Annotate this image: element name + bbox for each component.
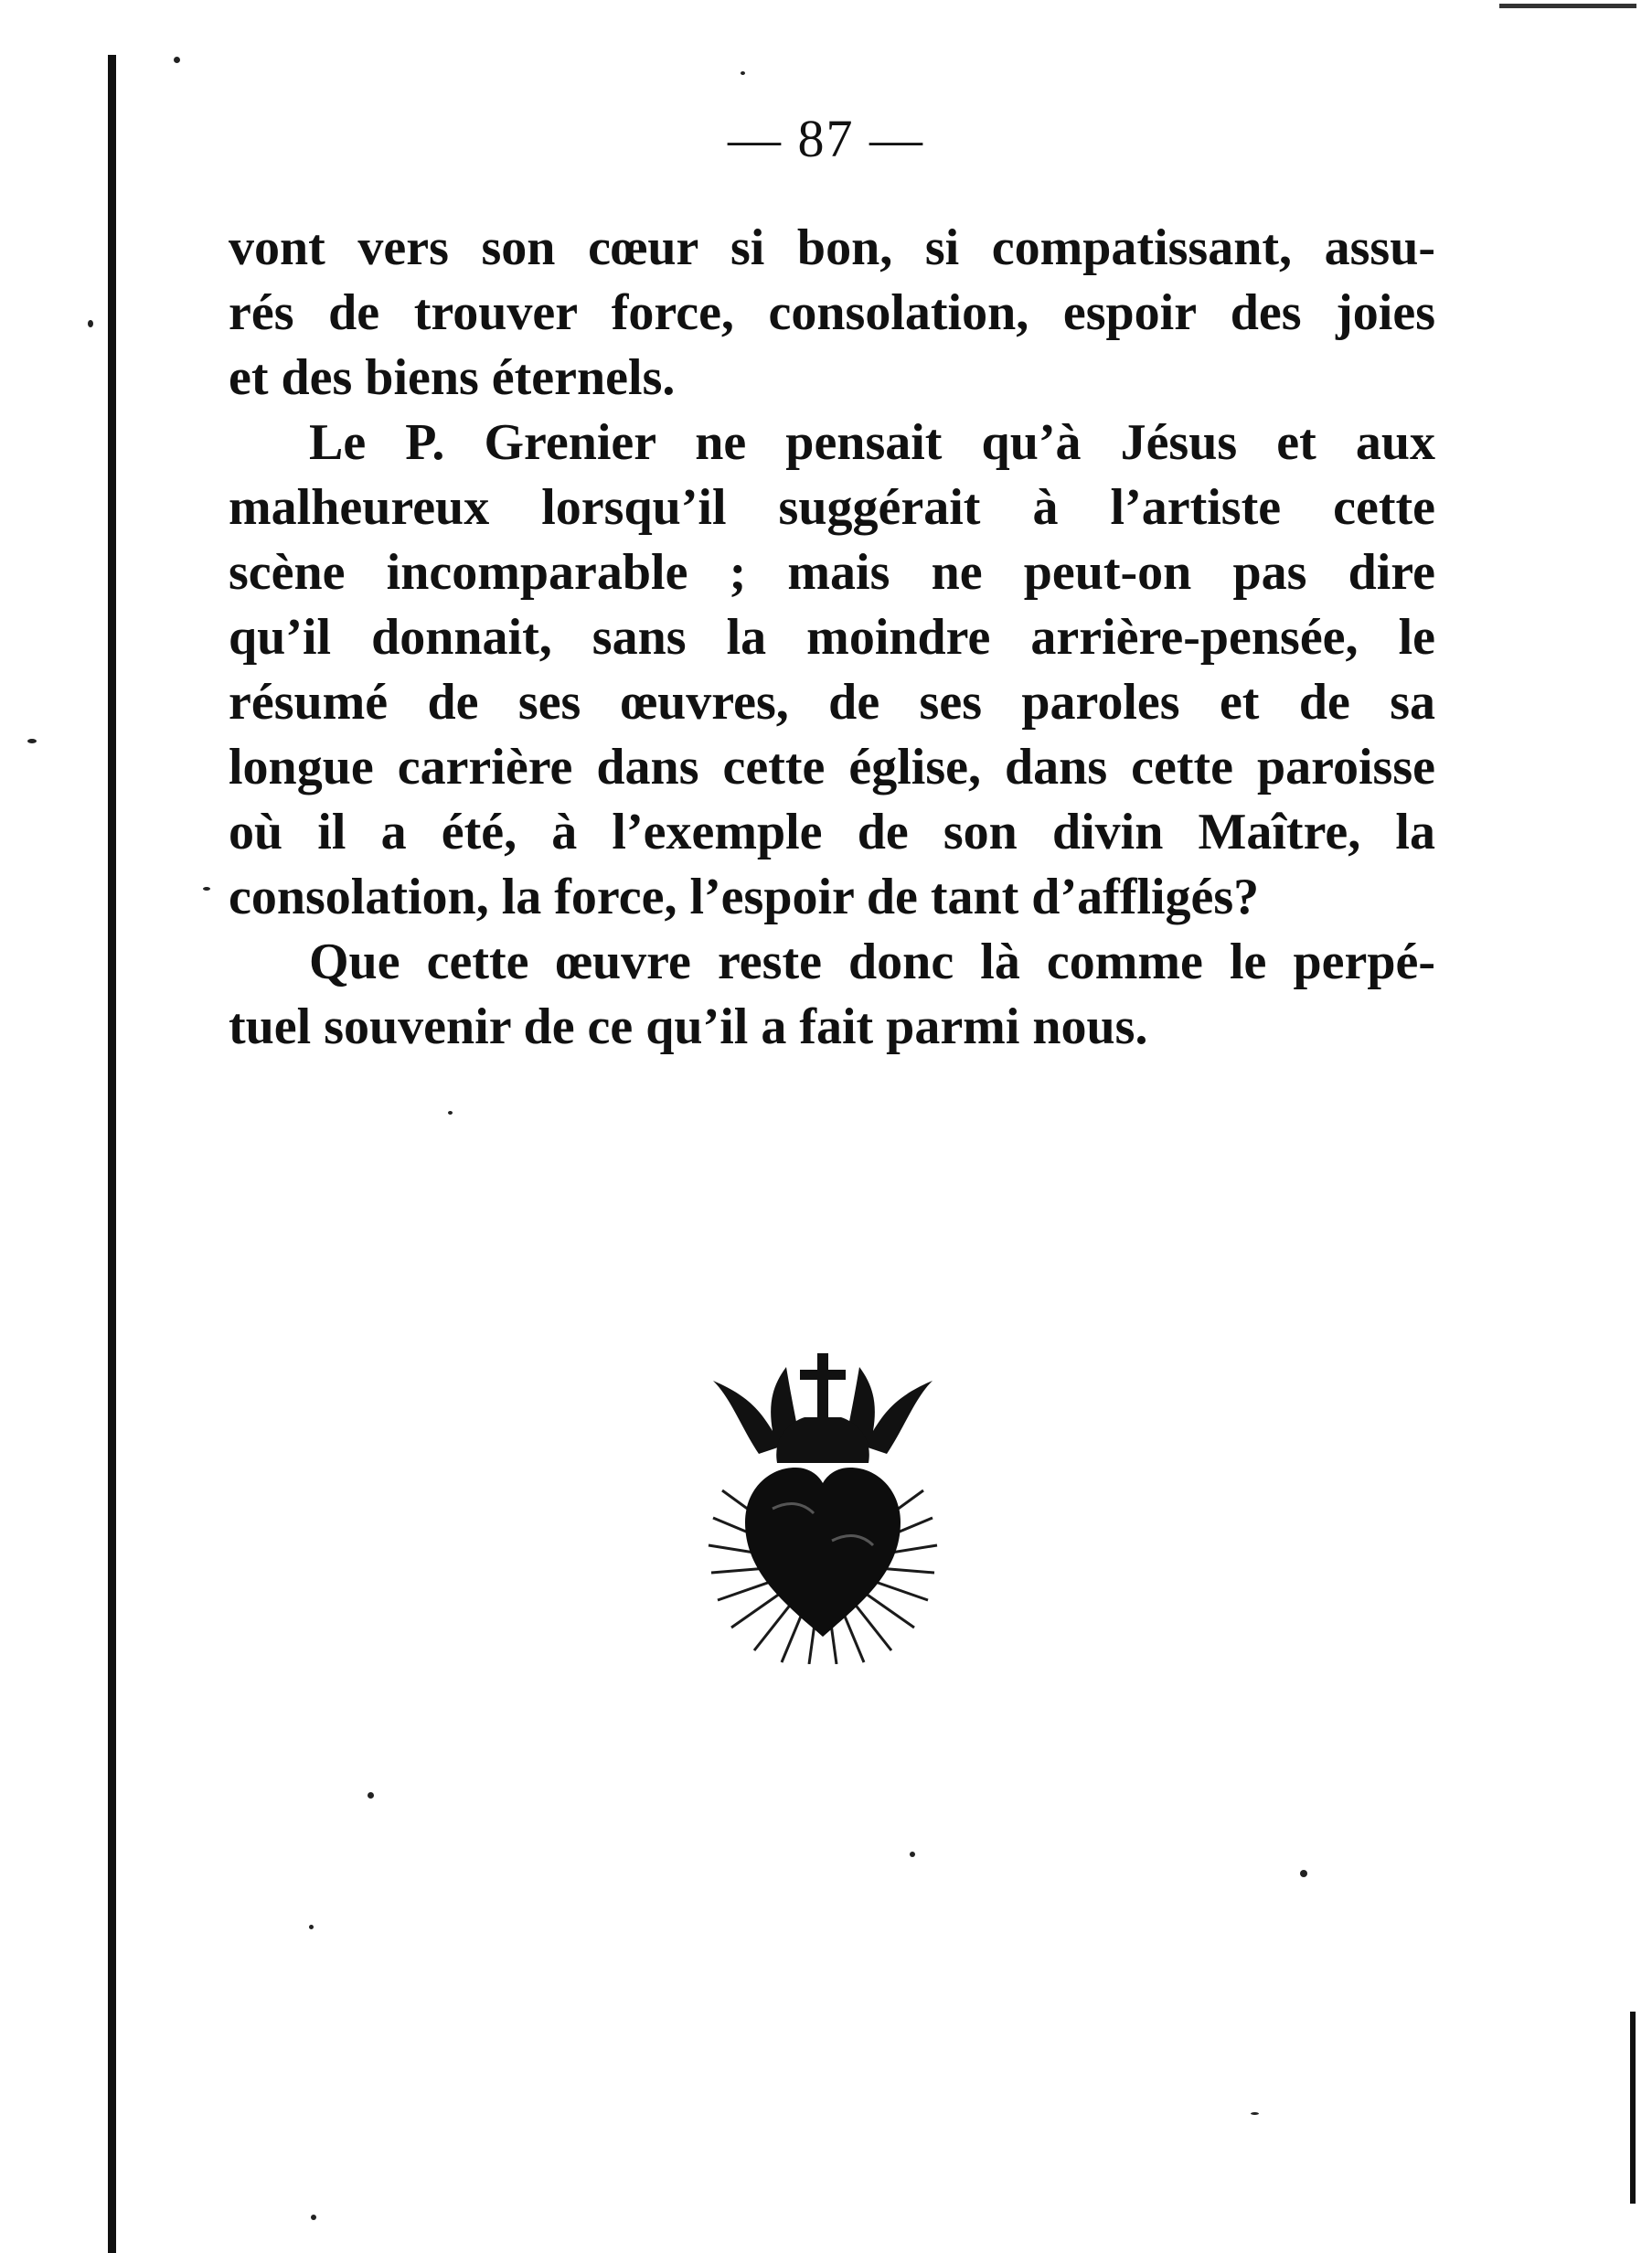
scan-speck: [27, 739, 37, 743]
scan-speck: [174, 57, 180, 63]
scan-speck: [203, 887, 210, 891]
corner-rule: [1499, 4, 1636, 8]
scan-speck: [88, 320, 93, 327]
text-line: tuel souvenir de ce qu’il a fait parmi nous.: [229, 998, 1148, 1055]
scan-speck: [1251, 2112, 1259, 2115]
text-line: et des biens éternels.: [229, 349, 676, 406]
text-line: Le P. Grenier ne pensait qu’à Jésus et aux: [309, 414, 1435, 471]
text-line: où il a été, à l’exemple de son divin Maître, la: [229, 804, 1435, 860]
scan-speck: [311, 2215, 316, 2220]
paragraph-2: [229, 411, 1435, 930]
text-line: longue carrière dans cette église, dans cette paroisse: [229, 739, 1435, 795]
paragraph-1: [229, 216, 1435, 411]
text-line: qu’il donnait, sans la moindre arrière-pensée, le: [229, 609, 1435, 666]
sacred-heart-icon: [704, 1353, 942, 1664]
right-edge-mark: [1630, 2012, 1636, 2204]
scan-speck: [741, 71, 745, 75]
page-number: — 87 —: [728, 109, 924, 168]
scan-speck: [368, 1792, 374, 1799]
text-line: vont vers son cœur si bon, si compatissant, assu-: [229, 219, 1435, 276]
scan-speck: [910, 1852, 915, 1857]
text-line: Que cette œuvre reste donc là comme le perpé-: [309, 934, 1435, 990]
text-line: rés de trouver force, consolation, espoir des joies: [229, 284, 1435, 341]
paragraph-3: [229, 930, 1435, 1060]
text-line: scène incomparable ; mais ne peut-on pas dire: [229, 544, 1435, 601]
scan-speck: [448, 1111, 453, 1115]
text-line: malheureux lorsqu’il suggérait à l’artiste cette: [229, 479, 1435, 536]
scan-speck: [309, 1925, 314, 1929]
binding-edge-line: [108, 55, 116, 2253]
body-text: [229, 216, 1435, 1060]
heart-shape: [745, 1468, 901, 1637]
text-line: résumé de ses œuvres, de ses paroles et de sa: [229, 674, 1435, 731]
text-line: consolation, la force, l’espoir de tant d’affligés?: [229, 869, 1260, 925]
scan-speck: [1300, 1870, 1307, 1877]
